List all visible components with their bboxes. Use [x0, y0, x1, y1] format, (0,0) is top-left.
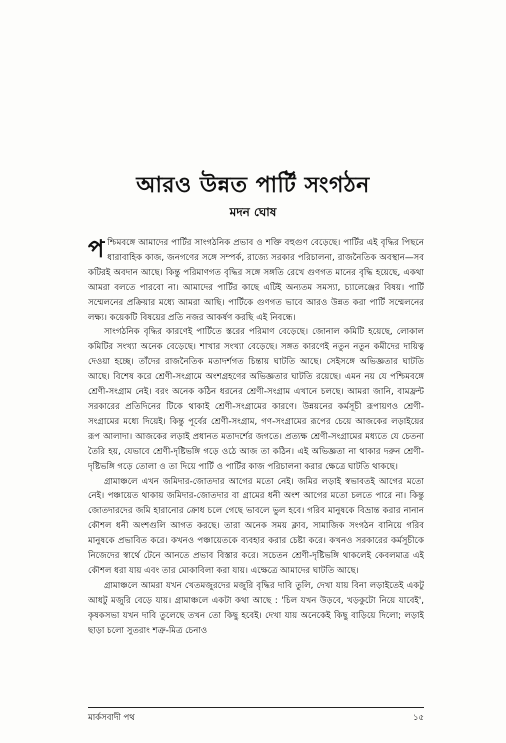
paragraph-1-text: শ্চিমবঙ্গে আমাদের পার্টির সাংগঠনিক প্রভাব ও শক্তি বহুগুণ বেড়েছে। পার্টির এই বৃদ্ধির পিছনে ধারাবাহিক কাজ, জনগণের সঙ্গে সম্পর্ক, রাজ্যে সরকার পরিচালনা, রাজনৈতিক অবস্থান—সব কটিরই অবদান আছে। কিন্তু পরিমাণগত বৃদ্ধির সঙ্গে সঙ্গতি রেখে গুণগত মানের বৃদ্ধি হয়েছে, একথা আমরা বলতে পারবো না। আমাদের পার্টির কাছে এটিই অন্যতম সমস্যা, চ্যালেঞ্জের বিষয়। পার্টি সম্মেলনের প্রক্রিয়ার মধ্যে আমরা আছি। পার্টিকে গুণগত ভাবে আরও উন্নত করা পার্টি সম্মেলনের লক্ষ্য। কয়েকটি বিষয়ের প্রতি নজর আকর্ষণ করছি এই নিবন্ধে। [88, 238, 424, 323]
article-title: আরও উন্নত পার্টি সংগঠন [136, 172, 370, 198]
paragraph-4: গ্রামাঞ্চলে আমরা যখন খেতমজুরদের মজুরি বৃদ্ধির দাবি তুলি, দেখা যায় বিনা লড়াইতেই একটু আধটু মজুরি বেড়ে যায়। গ্রামাঞ্চলে একটা কথা আছে : 'চিল যখন উড়বে, খড়কুটো নিয়ে যাবেই', কৃষকসভা যখন দাবি তুলেছে তখন তো কিছু হবেই। দেখা যায় অনেকেই কিছু বাড়িয়ে দিলো; লড়াই ছাড়া চলো সুতরাং শত্রু-মিত্র চেনাও [88, 580, 424, 636]
paragraph-1 [88, 236, 424, 325]
drop-cap: প [88, 236, 105, 263]
paragraph-3: গ্রামাঞ্চলে এখন জমিদার-জোতদার আগের মতো নেই। জমির লড়াই স্বভাবতই আগের মতো নেই। পঞ্চায়েত থাকায় জমিদার-জোতদার বা গ্রামের ধনী অংশ আগের মতো চলতে পারে না। কিন্তু জোতদারদের জমি হারানোর ক্রোধ চলে গেছে ভাবলে ভুল হবে। গরিব মানুষকে বিভ্রান্ত করার নানান কৌশল ধনী অংশগুলি আগত করছে। তারা অনেক সময় ক্লাব, সামাজিক সংগঠন বানিয়ে গরিব মানুষকে প্রভাবিত করে। কখনও পঞ্চায়েতকে ব্যবহার করার চেষ্টা করে। কখনও সরকারের কর্মসূচীকে নিজেদের স্বার্থে টেনে আনতে প্রভাব বিস্তার করে। সচেতন শ্রেণী-দৃষ্টিভঙ্গি থাকলেই কেবলমাত্র এই কৌশল ধরা যায় এবং তার মোকাবিলা করা যায়। এক্ষেত্রে আমাদের ঘাটতি আছে। [88, 476, 424, 576]
paragraph-2: সাংগঠনিক বৃদ্ধির কারণেই পার্টিতে স্তরের পরিমাণ বেড়েছে। জোনাল কমিটি হয়েছে, লোকাল কমিটির সংখ্যা অনেক বেড়েছে। শাখার সংখ্যা বেড়েছে। সঙ্গত কারণেই নতুন নতুন কমীদের দায়িত্ব দেওয়া হচ্ছে। তাঁদের রাজনৈতিক মতাদর্শগত চিন্তায় ঘাটতি আছে। সেইসঙ্গে অভিজ্ঞতার ঘাটতি আছে। বিশেষ করে শ্রেণী-সংগ্রামে অংশগ্রহণের অভিজ্ঞতার ঘাটতি রয়েছে। এমন নয় যে পশ্চিমবঙ্গে শ্রেণী-সংগ্রাম নেই। বরং অনেক কঠিন ধরনের শ্রেণী-সংগ্রাম এখানে চলছে। আমরা জানি, বামফ্রন্ট সরকারের প্রতিদিনের টিকে থাকাই শ্রেণী-সংগ্রামের কারণে। উন্নয়নের কর্মসূচী রূপায়ণও শ্রেণী-সংগ্রামের মধ্যে দিয়েই। কিন্তু পূর্বের শ্রেণী-সংগ্রাম, গণ-সংগ্রামের রূপের চেয়ে আজকের লড়াইয়ের রূপ আলাদা। আজকের লড়াই প্রধানত মতাদর্শের জগতে। প্রত্যক্ষ শ্রেণী-সংগ্রামের মধ্যতে যে চেতনা তৈরি হয়, যেভাবে শ্রেণী-দৃষ্টিভঙ্গি গড়ে ওঠে আজ তা কঠিন। এই অভিজ্ঞতা না থাকার দরুন শ্রেণী-দৃষ্টিভঙ্গি গড়ে তোলা ও তা দিয়ে পার্টি ও পার্টির কাজ পরিচালনা করার ক্ষেত্রে ঘাটতি থাকছে। [88, 327, 424, 472]
journal-name: মার্কসবাদী পথ [88, 713, 135, 723]
footer-divider [88, 707, 424, 708]
article-author: মদন ঘোষ [229, 205, 277, 219]
article-body [88, 236, 424, 698]
page-number: ১৫ [412, 713, 424, 723]
